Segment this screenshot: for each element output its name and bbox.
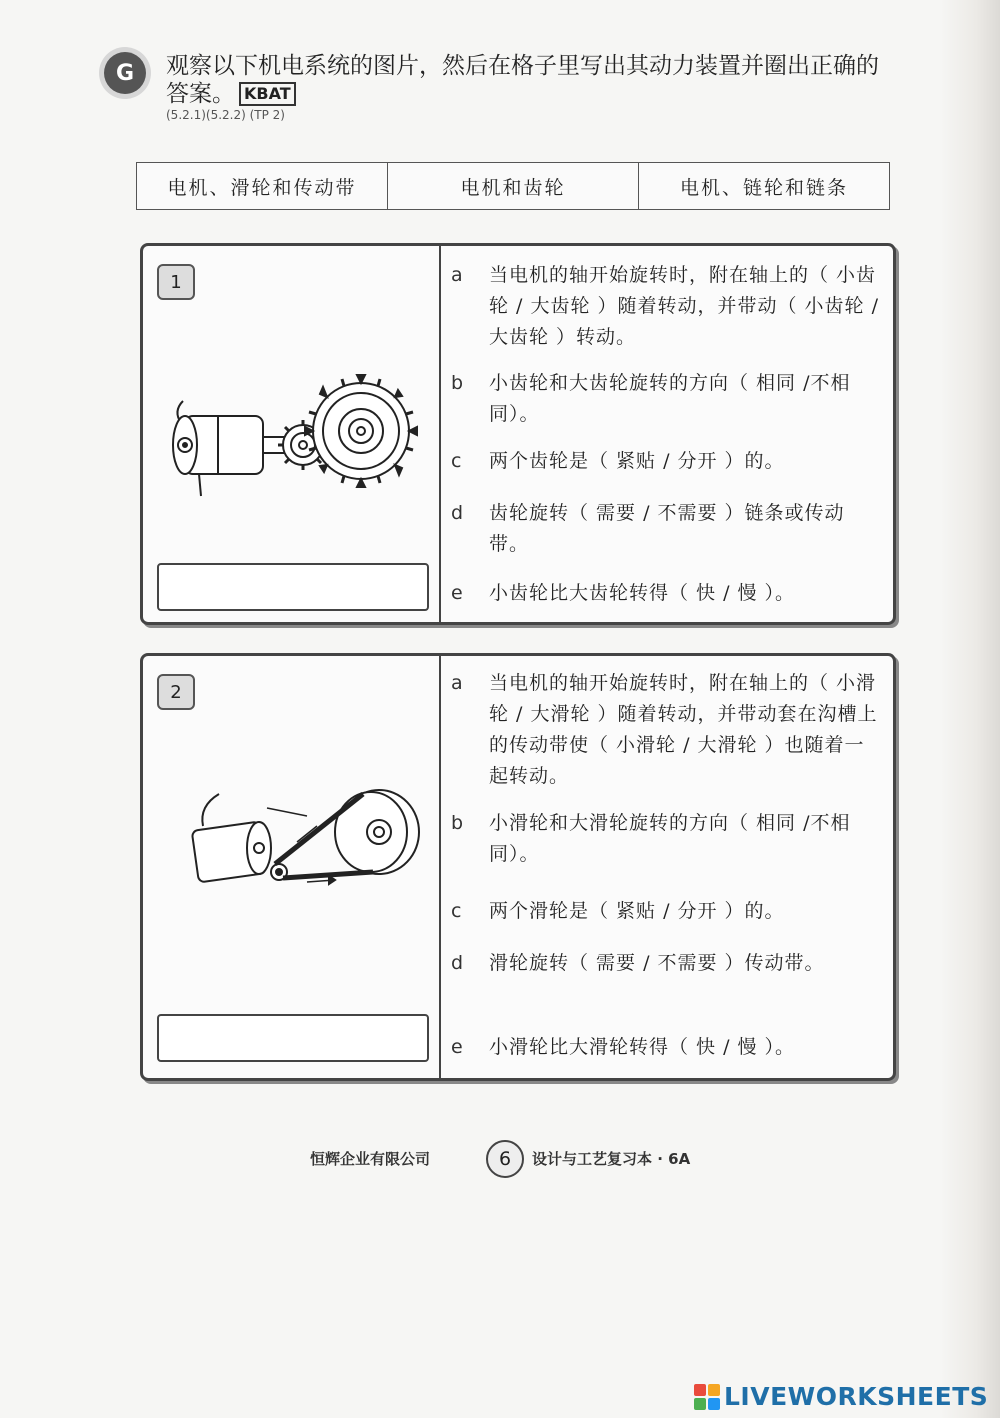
item-text[interactable]: 小齿轮比大齿轮转得（ 快 / 慢 ）。 [489, 582, 796, 604]
item-letter: d [451, 952, 465, 974]
question-item [451, 896, 881, 927]
question-item [451, 446, 881, 477]
liveworksheets-icon [694, 1384, 720, 1410]
motor-gear-illustration [163, 371, 425, 501]
standard-codes: (5.2.1)(5.2.2) (TP 2) [166, 108, 285, 122]
power-option[interactable]: 电机和齿轮 [388, 163, 639, 209]
item-letter: a [451, 264, 464, 286]
liveworksheets-text: LIVEWORKSHEETS [724, 1382, 989, 1411]
item-text[interactable]: 小滑轮比大滑轮转得（ 快 / 慢 ）。 [489, 1036, 796, 1058]
instruction-body: 观察以下机电系统的图片，然后在格子里写出其动力装置并圈出正确的答案。 [166, 53, 879, 107]
question-item [451, 368, 881, 430]
item-text[interactable]: 小齿轮和大齿轮旋转的方向（ 相同 /不相同）。 [489, 372, 851, 425]
item-letter: c [451, 450, 463, 472]
page-edge-shadow [940, 0, 1000, 1418]
section-badge: G [104, 52, 146, 94]
question-item [451, 948, 881, 979]
item-letter: b [451, 812, 465, 834]
power-option[interactable]: 电机、链轮和链条 [679, 176, 848, 199]
question-item [451, 260, 881, 353]
question-1-box [140, 243, 896, 625]
item-text[interactable]: 小滑轮和大滑轮旋转的方向（ 相同 /不相同）。 [489, 812, 851, 865]
question-number: 1 [157, 264, 195, 300]
question-item [451, 808, 881, 870]
question-item [451, 578, 881, 609]
item-letter: a [451, 672, 464, 694]
publisher-name: 恒辉企业有限公司 [310, 1150, 431, 1168]
question-item [451, 498, 881, 560]
question-2-figure-panel [143, 656, 441, 1078]
instruction-text [166, 52, 886, 108]
item-letter: e [451, 582, 464, 604]
item-text[interactable]: 齿轮旋转（ 需要 / 不需要 ）链条或传动带。 [489, 502, 845, 555]
power-answer-box[interactable] [157, 1014, 429, 1062]
power-answer-box[interactable] [157, 563, 429, 611]
kbat-tag: KBAT [239, 82, 296, 106]
question-1-figure-panel [143, 246, 441, 622]
power-options-table [136, 162, 890, 210]
motor-pulley-illustration [167, 786, 423, 896]
item-letter: c [451, 900, 463, 922]
item-text[interactable]: 当电机的轴开始旋转时，附在轴上的（ 小齿轮 / 大齿轮 ）随着转动，并带动（ 小齿轮 / 大齿轮 ）转动。 [489, 264, 880, 348]
item-text[interactable]: 滑轮旋转（ 需要 / 不需要 ）传动带。 [489, 952, 825, 974]
liveworksheets-logo[interactable] [694, 1382, 988, 1411]
item-letter: b [451, 372, 465, 394]
question-number: 2 [157, 674, 195, 710]
question-item [451, 1032, 881, 1063]
item-letter: d [451, 502, 465, 524]
item-text[interactable]: 当电机的轴开始旋转时，附在轴上的（ 小滑轮 / 大滑轮 ）随着转动，并带动套在沟槽上的传动带使（ 小滑轮 / 大滑轮 ）也随着一起转动。 [489, 672, 878, 787]
question-item [451, 668, 881, 792]
page-number: 6 [486, 1140, 524, 1178]
power-option[interactable]: 电机、滑轮和传动带 [137, 163, 388, 209]
item-text[interactable]: 两个齿轮是（ 紧贴 / 分开 ）的。 [489, 450, 785, 472]
book-title: 设计与工艺复习本 · 6A [532, 1150, 691, 1168]
page-footer [300, 1140, 740, 1176]
item-text[interactable]: 两个滑轮是（ 紧贴 / 分开 ）的。 [489, 900, 785, 922]
question-2-box [140, 653, 896, 1081]
item-letter: e [451, 1036, 464, 1058]
